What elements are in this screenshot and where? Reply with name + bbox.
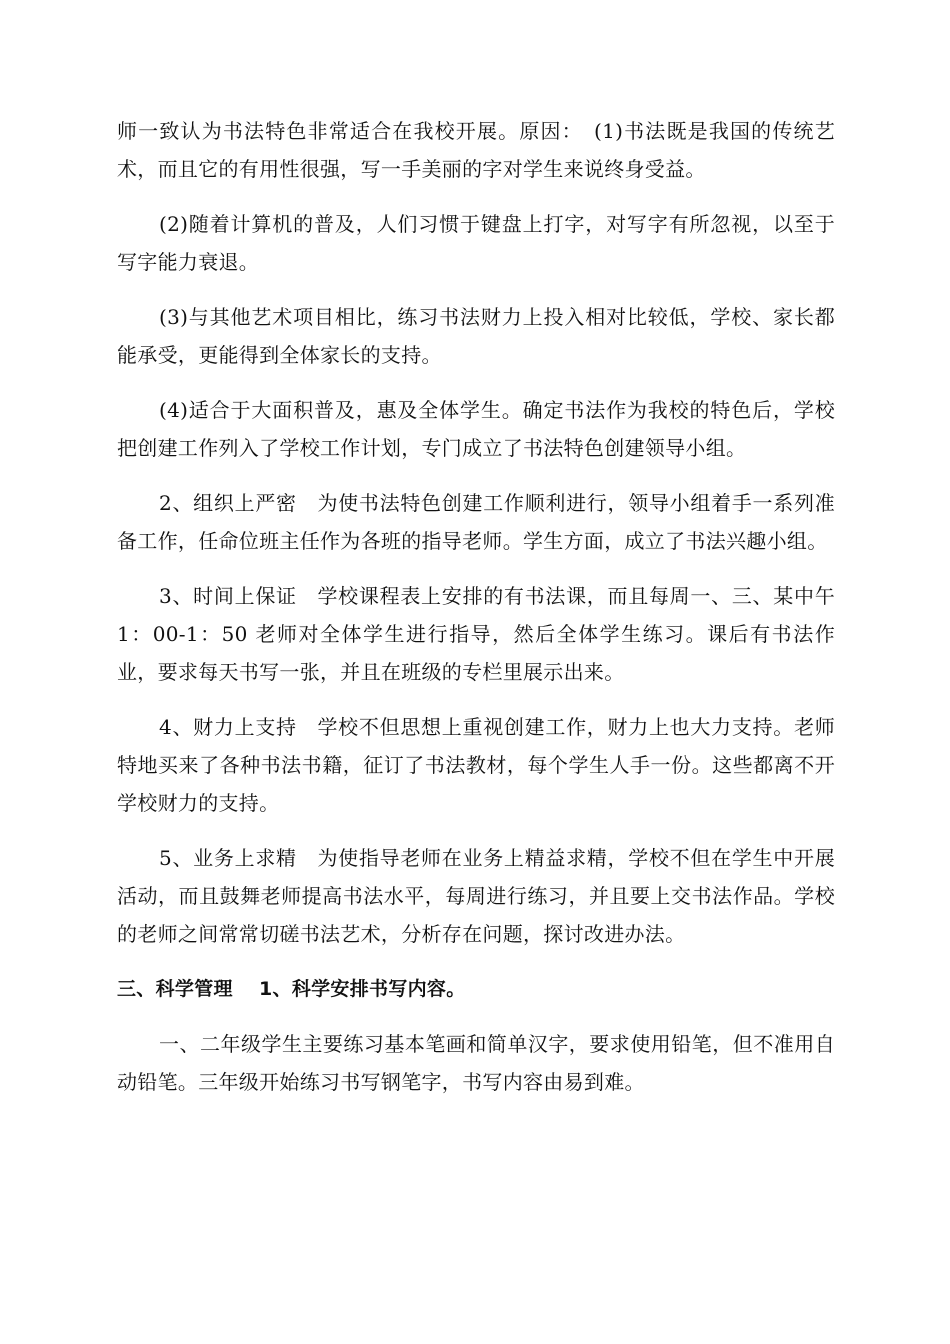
section-heading-management: 三、科学管理 1、科学安排书写内容。	[117, 978, 466, 1000]
paragraph-professional: 5、业务上求精 为使指导老师在业务上精益求精，学校不但在学生中开展活动，而且鼓舞老师提高书法水平，每周进行练习，并且要上交书法作品。学校的老师之间常常切磋书法艺术，分析存在问题，探讨改进办法。	[117, 846, 835, 946]
paragraph-reason-3: (3)与其他艺术项目相比，练习书法财力上投入相对比较低，学校、家长都能承受，更能得到全体家长的支持。	[117, 305, 835, 367]
paragraph-time: 3、时间上保证 学校课程表上安排的有书法课，而且每周一、三、某中午 1：00-1：50 老师对全体学生进行指导，然后全体学生练习。课后有书法作业，要求每天书写一张，并且在班级的专栏里展示出来。	[117, 584, 835, 684]
paragraph-organization: 2、组织上严密 为使书法特色创建工作顺利进行，领导小组着手一系列准备工作，任命位班主任作为各班的指导老师。学生方面，成立了书法兴趣小组。	[117, 491, 835, 553]
document-body	[117, 112, 835, 1118]
paragraph-reason-2: (2)随着计算机的普及，人们习惯于键盘上打字，对写字有所忽视，以至于写字能力衰退。	[117, 212, 835, 274]
paragraph-reasons-intro: 师一致认为书法特色非常适合在我校开展。原因： (1)书法既是我国的传统艺术，而且它的有用性很强，写一手美丽的字对学生来说终身受益。	[117, 119, 835, 181]
paragraph-writing-content: 一、二年级学生主要练习基本笔画和简单汉字，要求使用铅笔，但不准用自动铅笔。三年级开始练习书写钢笔字，书写内容由易到难。	[117, 1032, 835, 1094]
paragraph-finance: 4、财力上支持 学校不但思想上重视创建工作，财力上也大力支持。老师特地买来了各种书法书籍，征订了书法教材，每个学生人手一份。这些都离不开学校财力的支持。	[117, 715, 835, 815]
paragraph-reason-4: (4)适合于大面积普及，惠及全体学生。确定书法作为我校的特色后，学校把创建工作列入了学校工作计划，专门成立了书法特色创建领导小组。	[117, 398, 835, 460]
